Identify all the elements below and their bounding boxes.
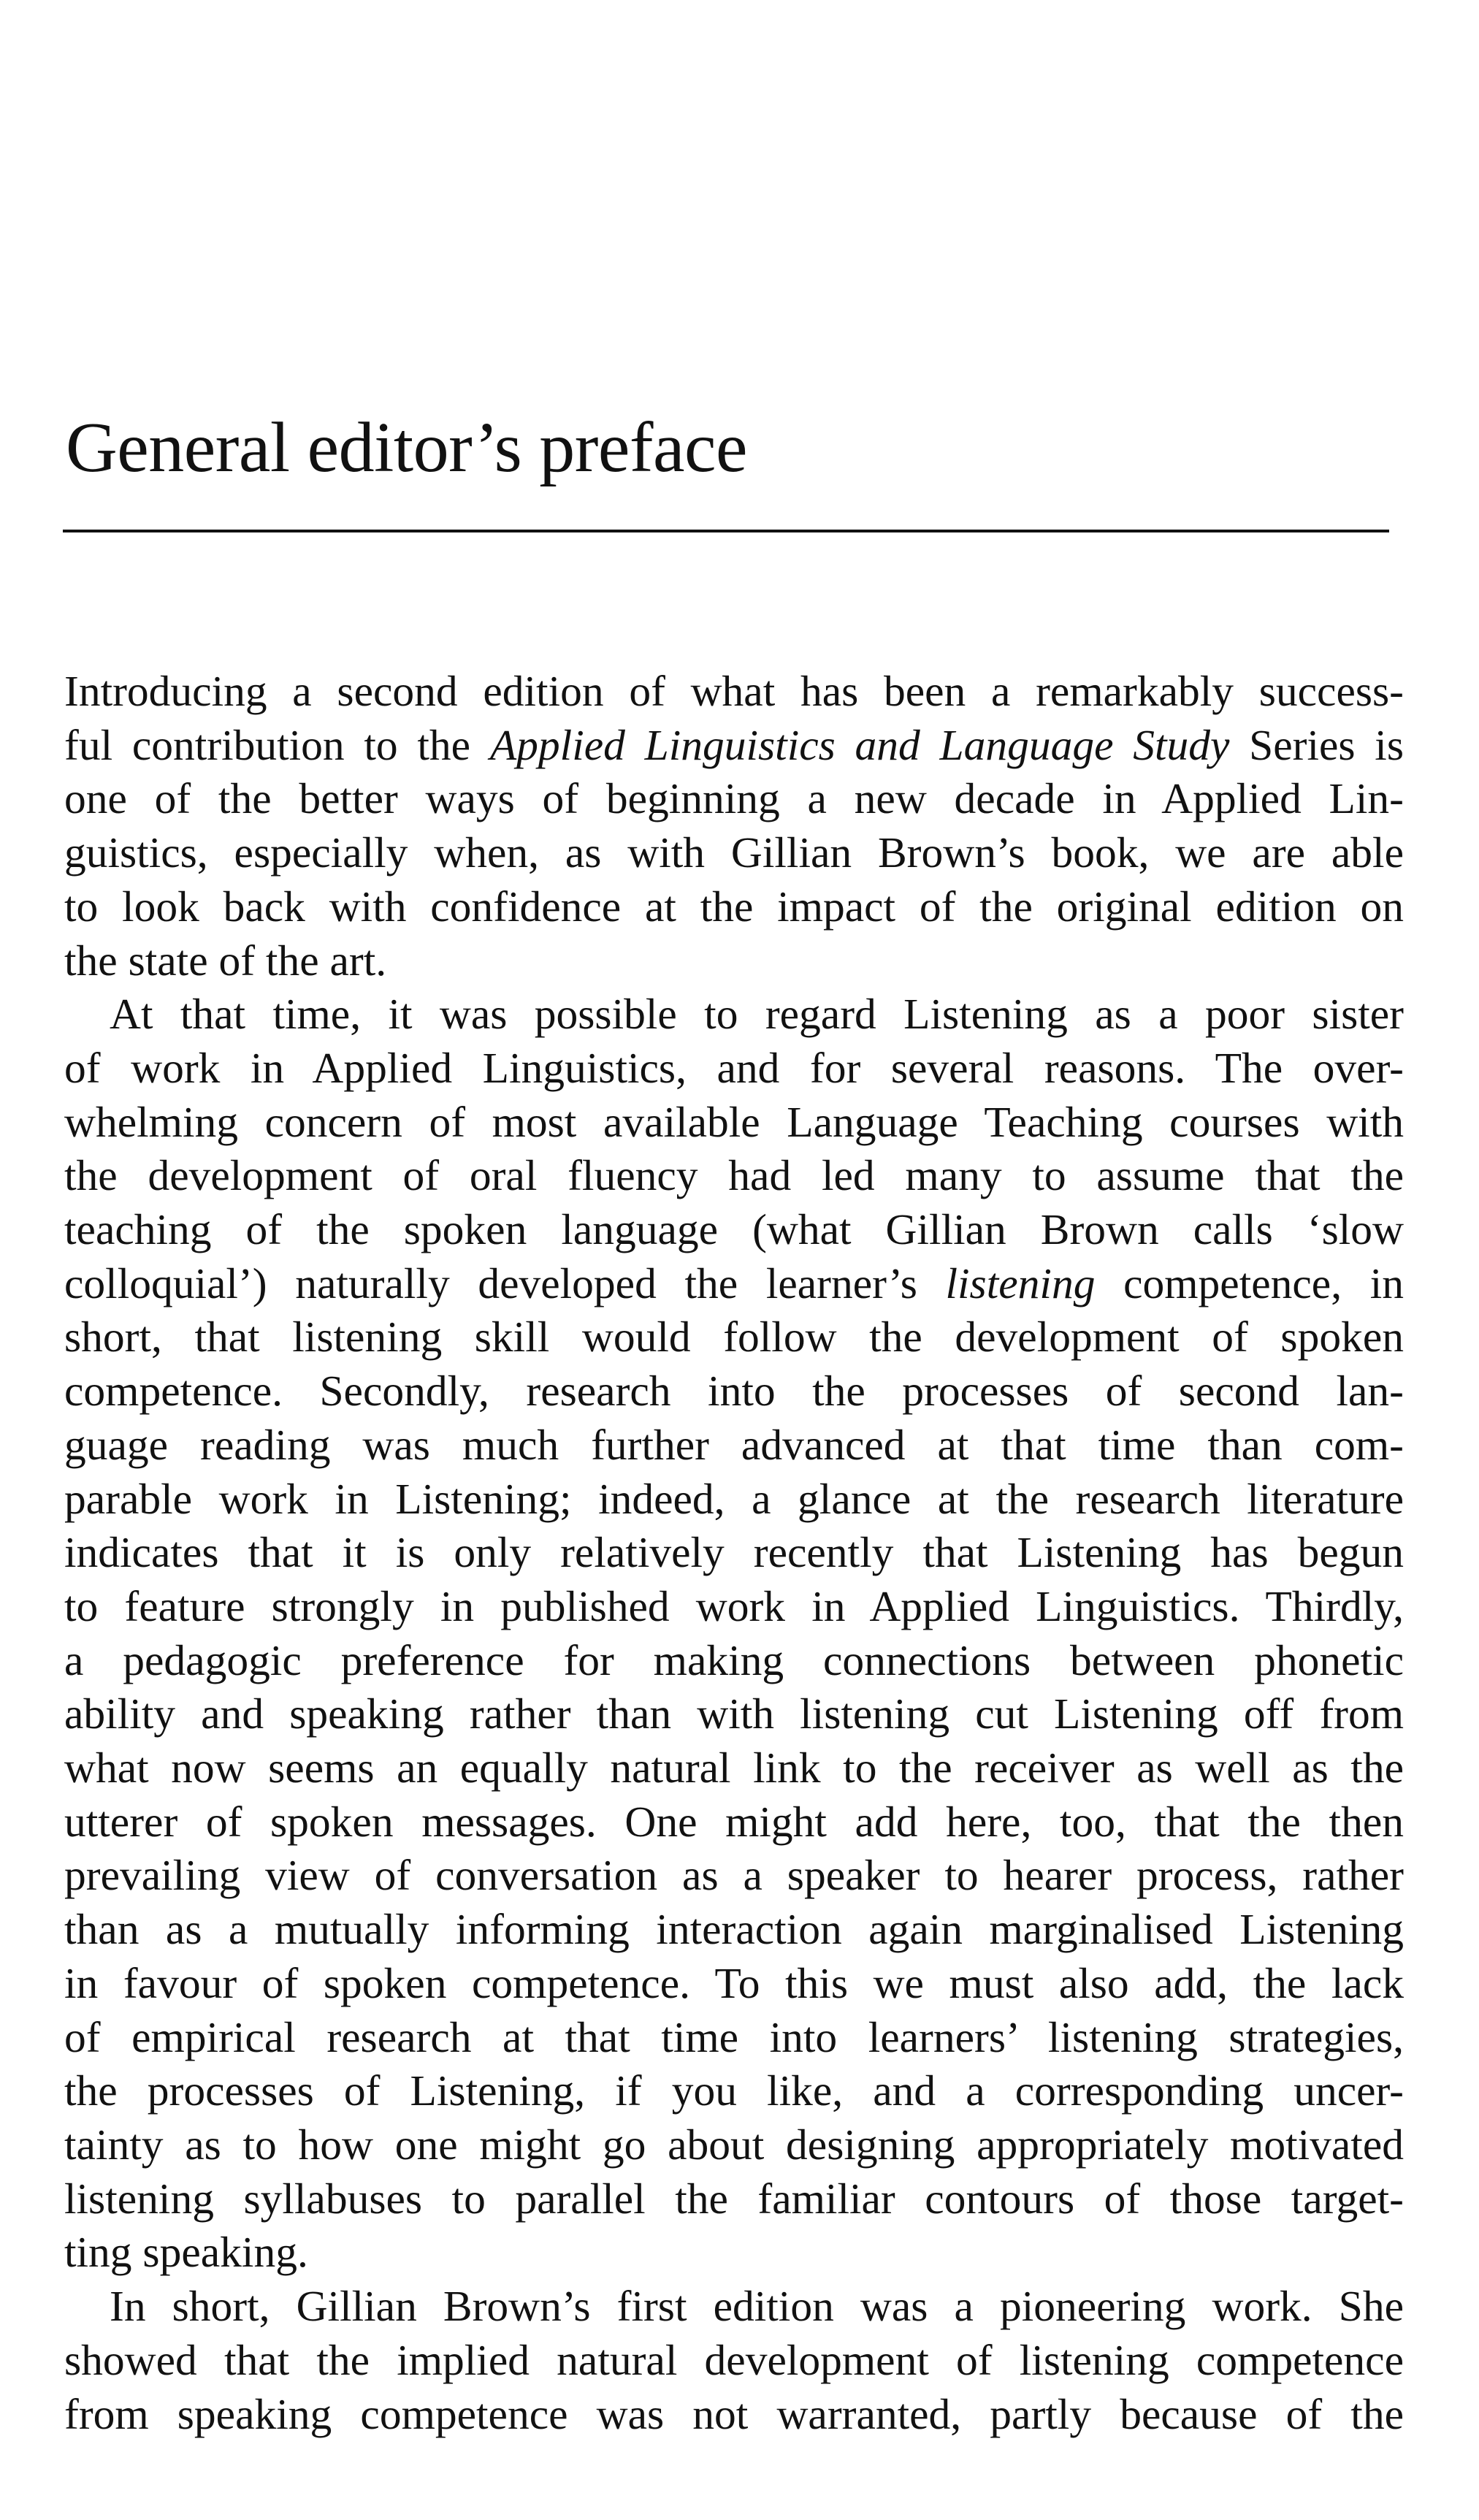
text-line: a pedagogic preference for making connections between phonetic (64, 1635, 1404, 1684)
paragraph (64, 2280, 1404, 2441)
text-line: the development of oral fluency had led many to assume that the (64, 1151, 1404, 1200)
text-line: from speaking competence was not warranted, partly because of the (64, 2389, 1404, 2438)
paragraph (64, 988, 1404, 2280)
text-line: utterer of spoken messages. One might add here, too, that the then (64, 1797, 1404, 1846)
text-line: Introducing a second edition of what has been a remarkably success- (64, 667, 1404, 715)
text-line: than as a mutually informing interaction again marginalised Listening (64, 1905, 1404, 1954)
text-line: what now seems an equally natural link to the receiver as well as the (64, 1744, 1404, 1792)
italic-text: listening (945, 1259, 1096, 1307)
text-line: whelming concern of most available Language Teaching courses with (64, 1097, 1404, 1146)
text-line: guistics, especially when, as with Gillian Brown’s book, we are able (64, 828, 1404, 877)
text-line: listening syllabuses to parallel the familiar contours of those target- (64, 2174, 1404, 2223)
text-line: to look back with confidence at the impact of the original edition on (64, 882, 1404, 931)
title-rule (63, 530, 1389, 532)
text-line: At that time, it was possible to regard Listening as a poor sister (110, 990, 1404, 1039)
text-line: showed that the implied natural development of listening competence (64, 2335, 1404, 2384)
paragraph (64, 665, 1404, 988)
text-line: ful contribution to the Applied Linguistics and Language Study Series is (64, 720, 1404, 769)
text-line: ability and speaking rather than with listening cut Listening off from (64, 1689, 1404, 1738)
preface-body (64, 665, 1404, 2441)
text-line: In short, Gillian Brown’s first edition was a pioneering work. She (110, 2282, 1404, 2331)
text-line: of empirical research at that time into learners’ listening strategies, (64, 2012, 1404, 2061)
text-line: short, that listening skill would follow the development of spoken (64, 1313, 1404, 1362)
text-line: one of the better ways of beginning a new decade in Applied Lin- (64, 774, 1404, 823)
text-line: indicates that it is only relatively recently that Listening has begun (64, 1528, 1404, 1577)
text-line: of work in Applied Linguistics, and for several reasons. The over- (64, 1043, 1404, 1092)
chapter-title: General editor’s preface (66, 408, 747, 487)
text-line: parable work in Listening; indeed, a glance at the research literature (64, 1474, 1404, 1523)
italic-text: Applied Linguistics and Language Study (489, 720, 1230, 769)
text-line: competence. Secondly, research into the processes of second lan- (64, 1367, 1404, 1416)
text-line: tainty as to how one might go about designing appropriately motivated (64, 2120, 1404, 2169)
text-line: prevailing view of conversation as a speaker to hearer process, rather (64, 1851, 1404, 1900)
text-line: the state of the art. (64, 936, 387, 985)
text-line: teaching of the spoken language (what Gillian Brown calls ‘slow (64, 1205, 1404, 1254)
text-line: in favour of spoken competence. To this we must also add, the lack (64, 1958, 1404, 2007)
text-line: to feature strongly in published work in Applied Linguistics. Thirdly, (64, 1581, 1404, 1630)
text-line: ting speaking. (64, 2228, 308, 2277)
text-line: the processes of Listening, if you like, and a corresponding uncer- (64, 2066, 1404, 2115)
text-line: guage reading was much further advanced at that time than com- (64, 1420, 1404, 1469)
text-line: colloquial’) naturally developed the learner’s listening competence, in (64, 1259, 1405, 1307)
